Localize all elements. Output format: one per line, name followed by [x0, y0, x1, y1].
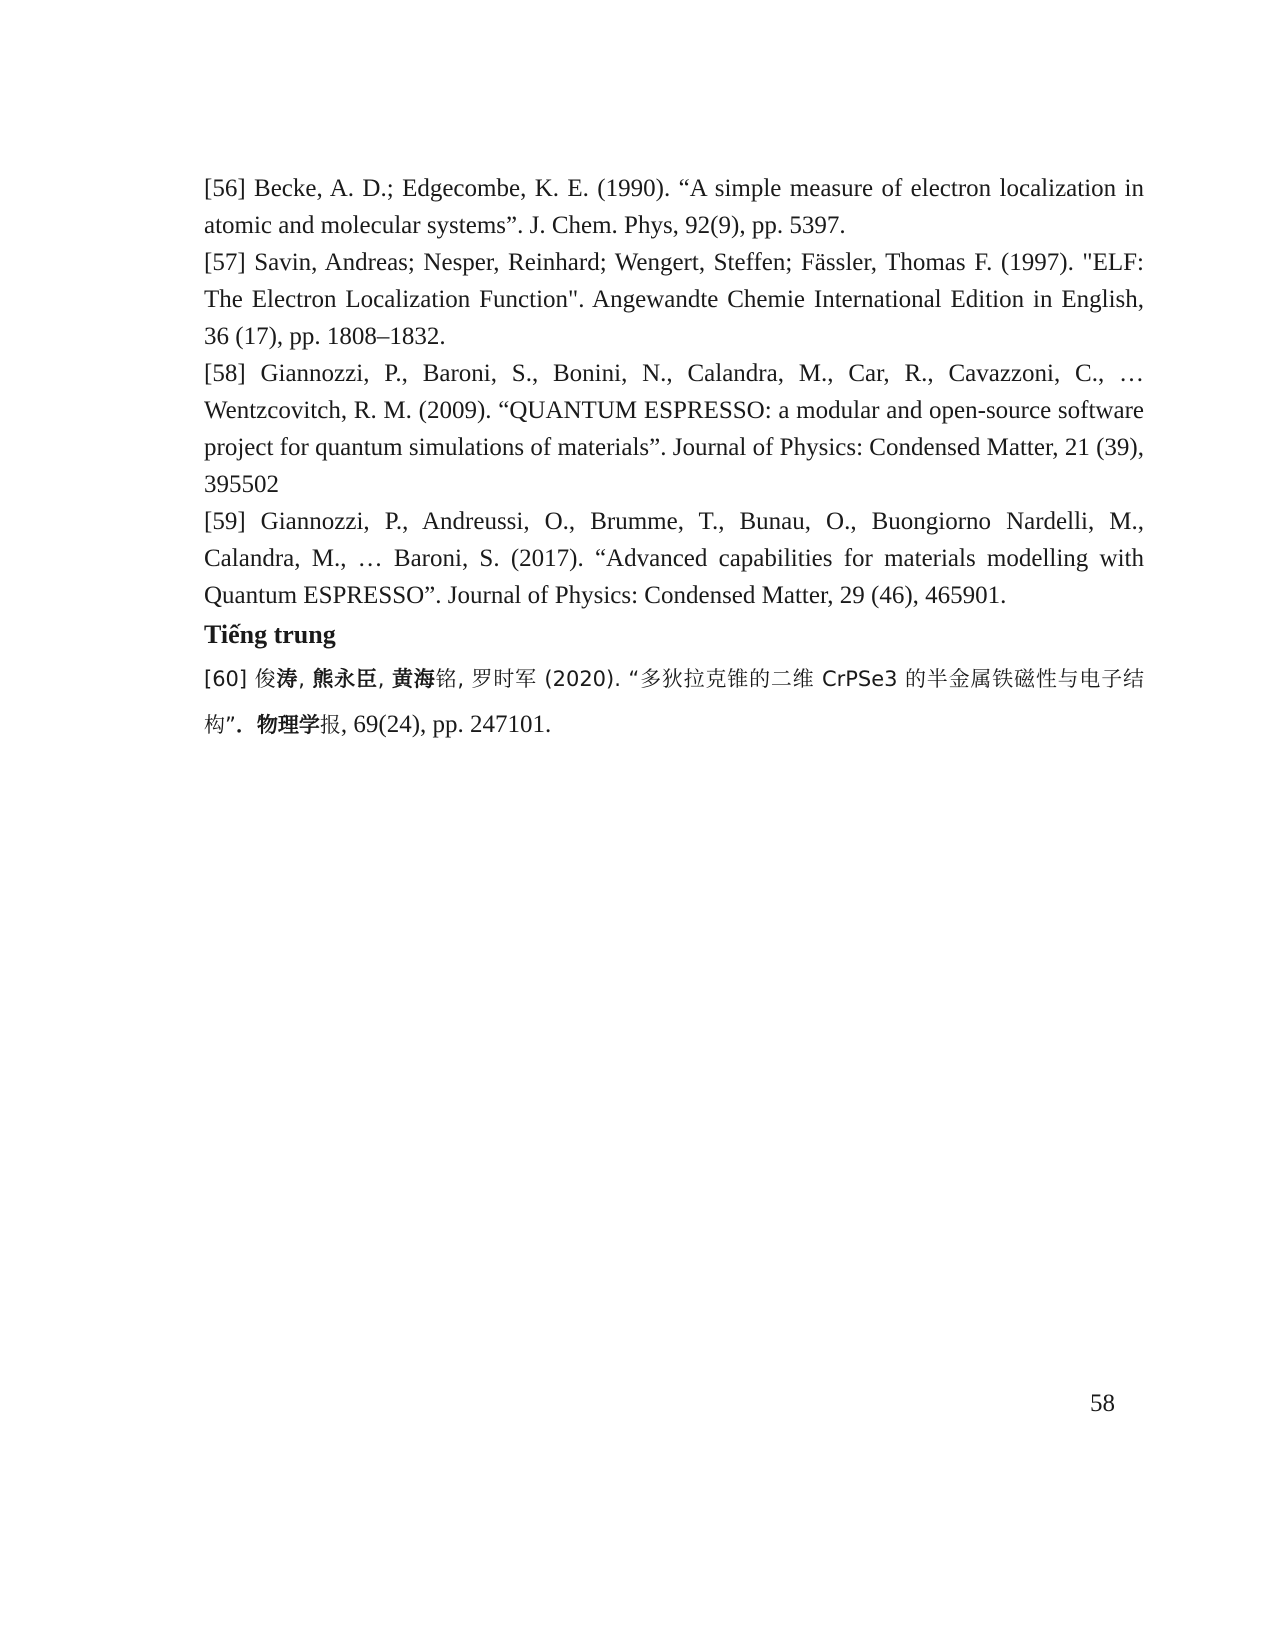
- section-heading-chinese: Tiếng trung: [204, 620, 336, 649]
- reference-60-sep-3: ,: [457, 667, 472, 691]
- reference-60-sep-2: ,: [377, 667, 392, 691]
- reference-60: [204, 656, 1144, 748]
- reference-59: [59] Giannozzi, P., Andreussi, O., Brumme, T., Bunau, O., Buongiorno Nardelli, M., Calandra, M., … Baroni, S. (2017). “Advanced capabilities for materials modelling with Quantum ESPRESSO”. Journal of Physics: Condensed Matter, 29 (46), 465901.: [204, 508, 1144, 609]
- reference-60-title: “多狄拉克锥的二维 CrPSe3 的半金属铁磁性与电子结构”: [204, 667, 1145, 737]
- references-body: [204, 170, 1144, 748]
- reference-60-author-4: 罗时军: [471, 667, 537, 691]
- reference-60-journal-end: 报: [319, 713, 341, 737]
- reference-60-details: , 69(24), pp. 247101.: [340, 711, 552, 738]
- reference-60-sep-4: ．: [235, 713, 257, 737]
- reference-60-author-1b: 涛: [276, 667, 299, 691]
- reference-60-journal-bold: 物理学: [256, 713, 320, 737]
- reference-60-author-3b: 铭: [435, 667, 458, 691]
- reference-60-author-2: 熊永臣: [312, 667, 378, 691]
- page-number: 58: [1090, 1390, 1115, 1417]
- reference-60-author-1a: 俊: [254, 667, 277, 691]
- reference-60-year: (2020).: [536, 667, 629, 691]
- reference-60-sep-1: ,: [298, 667, 313, 691]
- reference-57: [57] Savin, Andreas; Nesper, Reinhard; Wengert, Steffen; Fässler, Thomas F. (1997). "ELF: The Electron Localization Function". Angewandte Chemie International Edition in English, 36 (17), pp. 1808–1832.: [204, 249, 1144, 350]
- reference-56: [56] Becke, A. D.; Edgecombe, K. E. (1990). “A simple measure of electron localization in atomic and molecular systems”. J. Chem. Phys, 92(9), pp. 5397.: [204, 175, 1144, 239]
- reference-60-author-3a: 黄海: [391, 667, 436, 691]
- reference-58: [58] Giannozzi, P., Baroni, S., Bonini, N., Calandra, M., Car, R., Cavazzoni, C., … Wentzcovitch, R. M. (2009). “QUANTUM ESPRESSO: a modular and open-source software project for quantum simulations of materials”. Journal of Physics: Condensed Matter, 21 (39), 395502: [204, 360, 1144, 498]
- reference-60-number: [60]: [204, 667, 255, 691]
